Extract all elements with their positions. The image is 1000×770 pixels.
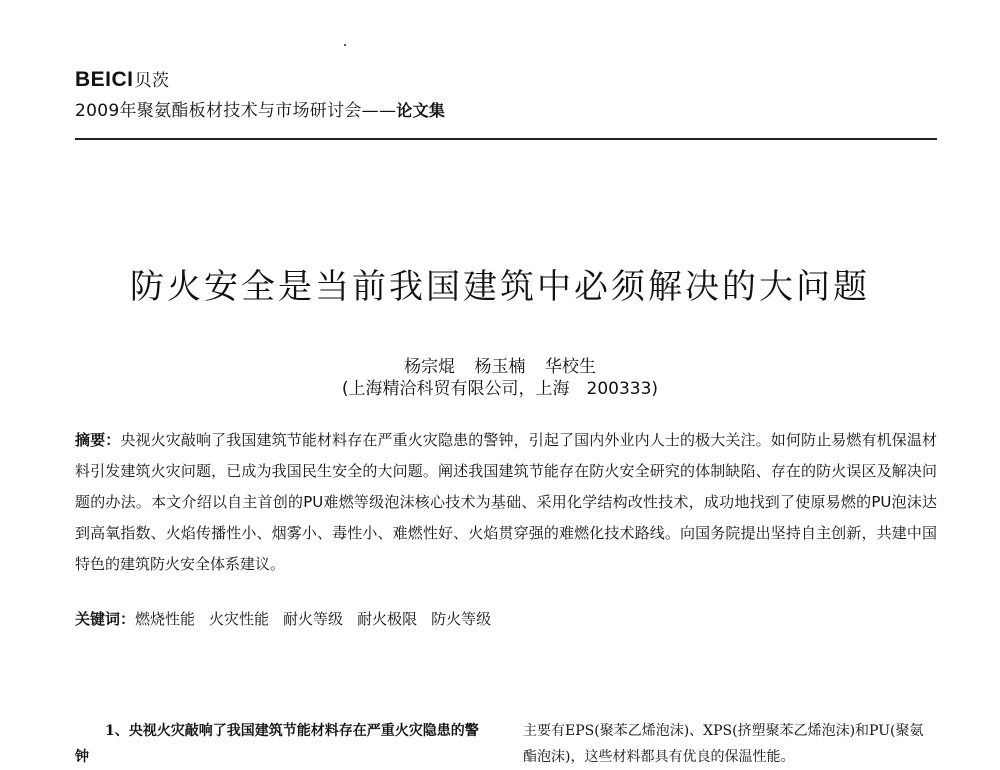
keyword: 防火等级 bbox=[431, 610, 492, 628]
abstract-label: 摘要： bbox=[75, 431, 121, 449]
body-paragraph: 主要有EPS(聚苯乙烯泡沫)、XPS(挤塑聚苯乙烯泡沫)和PU(聚氨酯泡沫)，这些材料都具有优良的保温性能。 bbox=[523, 723, 924, 765]
header-rule bbox=[75, 138, 937, 140]
keywords-label: 关键词： bbox=[75, 610, 136, 628]
keywords bbox=[75, 607, 937, 631]
author-name: 杨玉楠 bbox=[474, 357, 526, 377]
keyword: 耐火等级 bbox=[283, 610, 344, 628]
author-name: 华校生 bbox=[544, 357, 596, 377]
affiliation: (上海精洽科贸有限公司，上海 200333) bbox=[341, 379, 659, 399]
keyword: 耐火极限 bbox=[357, 610, 418, 628]
proceedings-header bbox=[75, 68, 937, 123]
keyword: 火灾性能 bbox=[209, 610, 270, 628]
section-heading: 1、央视火灾敲响了我国建筑节能材料存在严重火灾隐患的警钟 bbox=[75, 723, 479, 765]
brand-sub: 贝茨 bbox=[134, 71, 170, 91]
abstract bbox=[75, 425, 937, 580]
scan-speck bbox=[344, 44, 346, 46]
paper-title: 防火安全是当前我国建筑中必须解决的大问题 bbox=[130, 267, 870, 307]
brand-logo bbox=[75, 68, 937, 93]
proceedings-name: 2009年聚氨酯板材技术与市场研讨会—— bbox=[75, 101, 397, 121]
abstract-text: 央视火灾敲响了我国建筑节能材料存在严重火灾隐患的警钟，引起了国内外业内人士的极大关注。如何防止易燃有机保温材料引发建筑火灾问题，已成为我国民生安全的大问题。阐述我国建筑节能存在防火安全研究的体制缺陷、存在的防火误区及解决问题的办法。本文介绍以自主首创的PU难燃等级泡沫核心技术为基础、采用化学结构改性技术，成功地找到了使原易燃的PU泡沫达到高氧指数、火焰传播性小、烟雾小、毒性小、难燃性好、火焰贯穿强的难燃化技术路线。向国务院提出坚持自主创新，共建中国特色的建筑防火安全体系建议。 bbox=[75, 431, 937, 573]
author-list bbox=[0, 356, 1000, 378]
author-name: 杨宗焜 bbox=[404, 357, 456, 377]
keyword: 燃烧性能 bbox=[135, 610, 196, 628]
proceedings-title bbox=[75, 99, 937, 123]
brand-name: BEICI bbox=[75, 68, 134, 91]
proceedings-suffix: 论文集 bbox=[396, 101, 446, 120]
